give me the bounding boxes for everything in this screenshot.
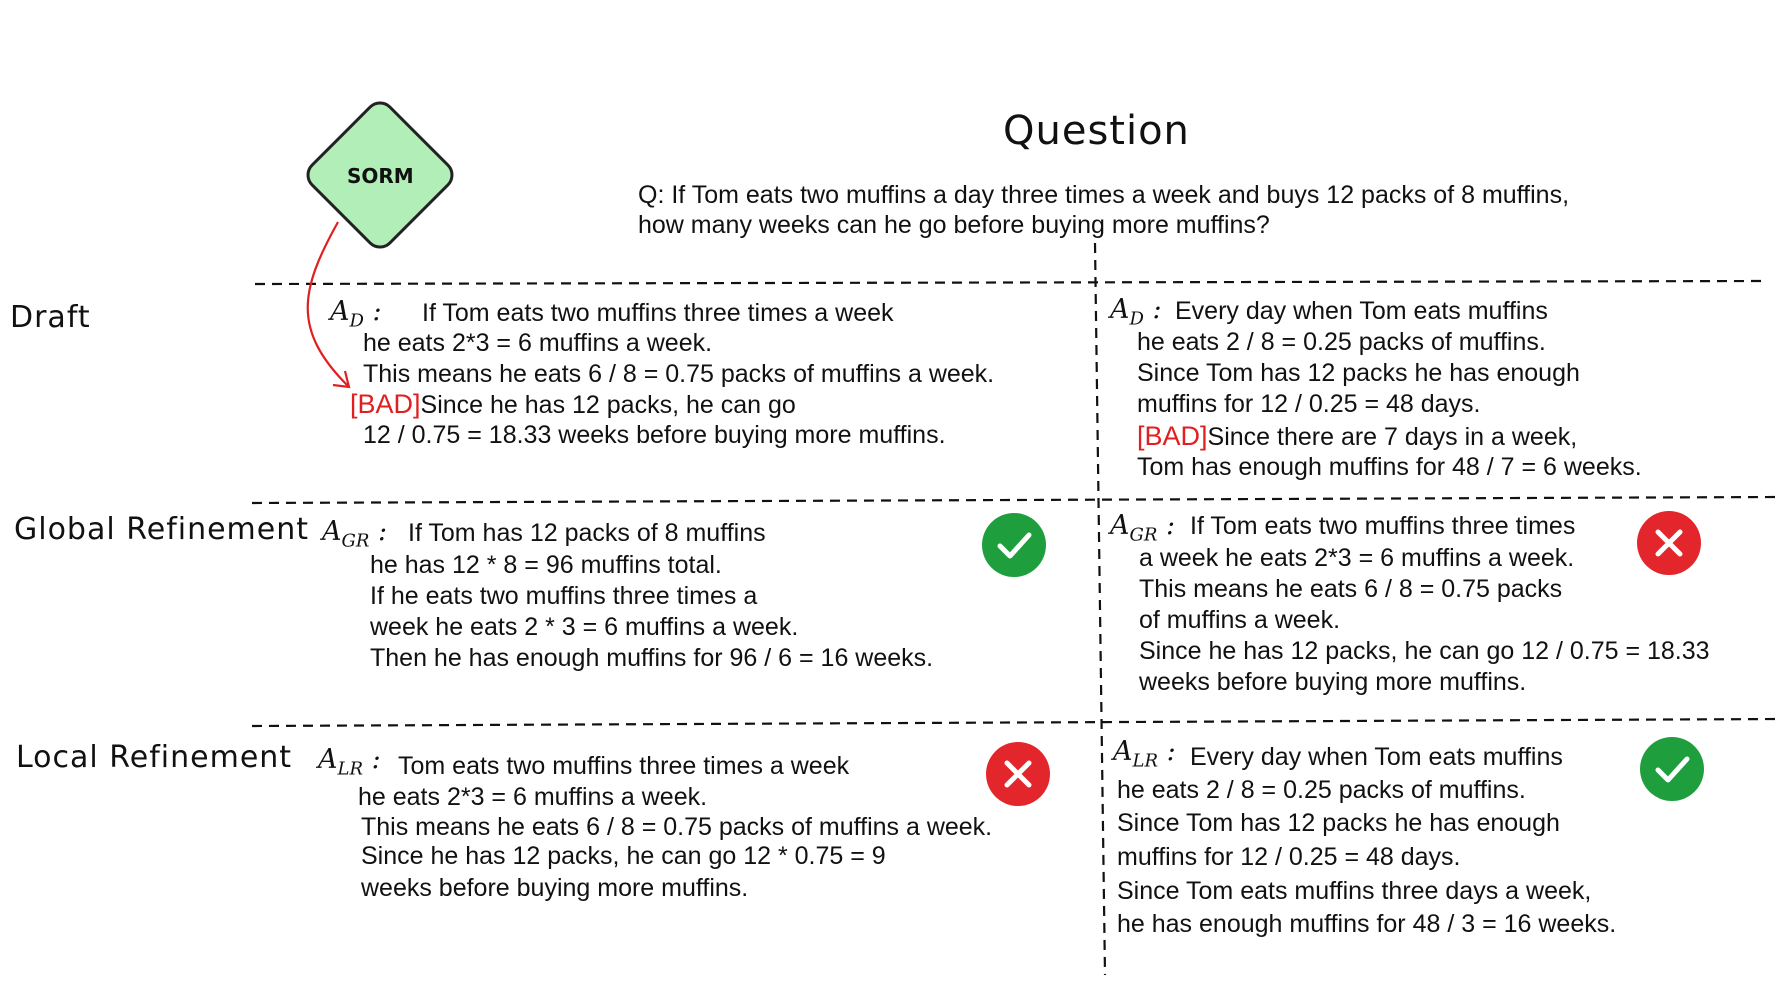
left-draft-line-2: he eats 2*3 = 6 muffins a week. — [363, 329, 713, 357]
right-global-line-6: weeks before buying more muffins. — [1139, 668, 1527, 696]
right-local-line-6: he has enough muffins for 48 / 3 = 16 weeks. — [1117, 910, 1617, 938]
left-local-line-4: Since he has 12 packs, he can go 12 * 0.75 = 9 — [361, 842, 886, 870]
right-global-line-4: of muffins a week. — [1139, 606, 1341, 634]
row-label-draft: Draft — [10, 300, 91, 335]
answer-label-local-right: $A_{LR}$ : — [1113, 736, 1176, 772]
right-draft-bad-line: [BAD]Since there are 7 days in a week, — [1137, 421, 1578, 451]
right-global-line-3: This means he eats 6 / 8 = 0.75 packs — [1139, 575, 1563, 603]
right-global-line-2: a week he eats 2*3 = 6 muffins a week. — [1139, 544, 1575, 572]
answer-label-global-right: $A_{GR}$ : — [1110, 510, 1176, 546]
answer-label-draft-right: $A_D$ : — [1110, 294, 1162, 330]
right-local-line-5: Since Tom eats muffins three days a week, — [1117, 877, 1592, 905]
bad-tag: [BAD] — [350, 389, 421, 419]
right-local-line-1: Every day when Tom eats muffins — [1190, 743, 1563, 771]
sorm-label: SORM — [347, 164, 414, 188]
right-local-line-3: Since Tom has 12 packs he has enough — [1117, 809, 1560, 837]
row-label-local: Local Refinement — [16, 740, 293, 775]
right-draft-line-2: he eats 2 / 8 = 0.25 packs of muffins. — [1137, 328, 1546, 356]
left-draft-line-1: If Tom eats two muffins three times a week — [422, 299, 894, 327]
separator-draft — [255, 281, 1765, 284]
question-line-1: Q: If Tom eats two muffins a day three times a week and buys 12 packs of 8 muffins, — [638, 181, 1570, 209]
correct-icon — [982, 513, 1046, 577]
right-draft-line-3: Since Tom has 12 packs he has enough — [1137, 359, 1580, 387]
left-local-line-5: weeks before buying more muffins. — [361, 874, 749, 902]
answer-label-local-left: $A_{LR}$ : — [318, 744, 381, 780]
correct-icon — [1640, 737, 1704, 801]
row-label-global: Global Refinement — [14, 512, 310, 547]
right-draft-line-1: Every day when Tom eats muffins — [1175, 297, 1548, 325]
right-global-line-5: Since he has 12 packs, he can go 12 / 0.75 = 18.33 — [1139, 637, 1710, 665]
left-global-line-4: week he eats 2 * 3 = 6 muffins a week. — [370, 613, 799, 641]
left-local-line-3: This means he eats 6 / 8 = 0.75 packs of muffins a week. — [361, 813, 993, 841]
right-draft-line-6: Tom has enough muffins for 48 / 7 = 6 weeks. — [1137, 453, 1642, 481]
bad-tag: [BAD] — [1137, 421, 1208, 451]
wrong-icon — [1637, 511, 1701, 575]
left-draft-line-3: This means he eats 6 / 8 = 0.75 packs of muffins a week. — [363, 360, 995, 388]
right-draft-line-4: muffins for 12 / 0.25 = 48 days. — [1137, 390, 1481, 418]
right-local-line-4: muffins for 12 / 0.25 = 48 days. — [1117, 843, 1461, 871]
left-local-line-2: he eats 2*3 = 6 muffins a week. — [358, 783, 708, 811]
separator-local — [252, 719, 1780, 726]
left-global-line-5: Then he has enough muffins for 96 / 6 = 16 weeks. — [370, 644, 934, 672]
left-local-line-1: Tom eats two muffins three times a week — [398, 752, 850, 780]
left-draft-line-5: 12 / 0.75 = 18.33 weeks before buying more muffins. — [363, 421, 946, 449]
column-divider — [1095, 243, 1105, 975]
left-global-line-1: If Tom has 12 packs of 8 muffins — [408, 519, 766, 547]
page-title: Question — [1003, 108, 1190, 154]
left-global-line-3: If he eats two muffins three times a — [370, 582, 758, 610]
separator-global — [252, 497, 1775, 503]
question-line-2: how many weeks can he go before buying more muffins? — [638, 211, 1270, 239]
left-global-line-2: he has 12 * 8 = 96 muffins total. — [370, 551, 722, 579]
right-local-line-2: he eats 2 / 8 = 0.25 packs of muffins. — [1117, 776, 1526, 804]
right-global-line-1: If Tom eats two muffins three times — [1190, 512, 1576, 540]
answer-label-draft-left: $A_D$ : — [330, 296, 382, 332]
answer-label-global-left: $A_{GR}$ : — [322, 516, 388, 552]
left-draft-bad-line: [BAD]Since he has 12 packs, he can go — [350, 389, 796, 419]
wrong-icon — [986, 742, 1050, 806]
